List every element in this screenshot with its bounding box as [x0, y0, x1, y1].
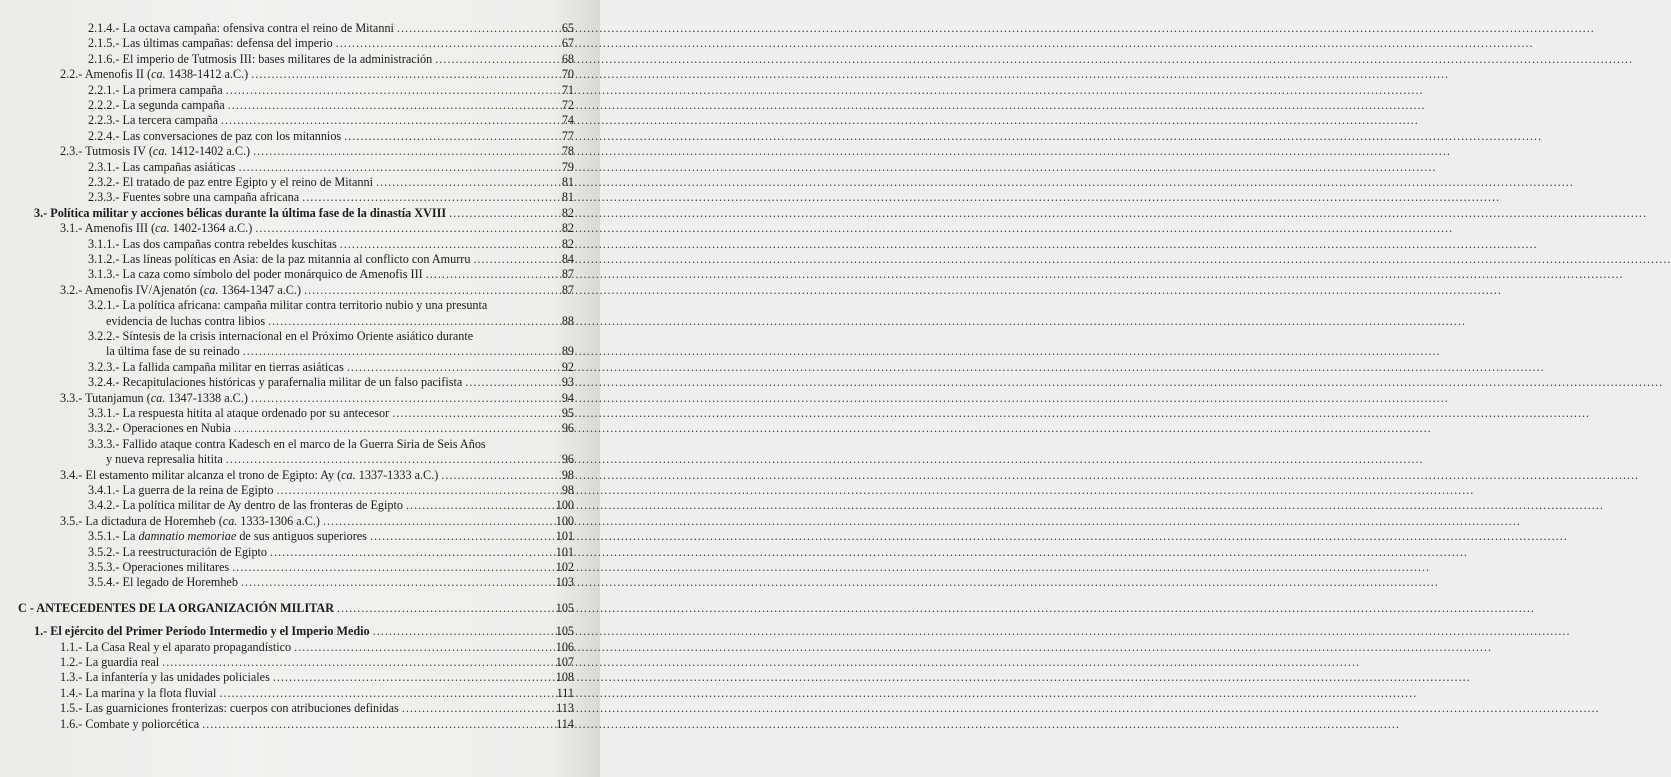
dot-leader: [241, 574, 1439, 591]
page-number: 95: [561, 406, 574, 420]
page-number: 89: [561, 344, 574, 359]
page-number: 82: [561, 221, 574, 236]
page-number: 92: [561, 359, 574, 374]
page-number: 68: [561, 51, 574, 66]
entry-title: 2.1.4.- La octava campaña: ofensiva contra el reino de Mitanni: [88, 21, 394, 35]
page-number: 102: [555, 560, 574, 574]
page-number: 108: [555, 670, 574, 685]
page-number: 98: [561, 467, 574, 482]
entry-title: 2.2.1.- La primera campaña: [88, 82, 223, 97]
page-number: 113: [556, 701, 574, 716]
page-number: 107: [555, 655, 574, 669]
page-number: 87: [561, 282, 574, 297]
entry-title: 2.3.- Tutmosis IV (ca. 1412-1402 a.C.): [60, 144, 251, 159]
entry-title: 3.4.- El estamento militar alcanza el trono de Egipto: Ay (ca. 1337-1333 a.C.): [60, 467, 439, 482]
page-number: 103: [555, 575, 574, 590]
page-number: 105: [555, 600, 574, 615]
entry-title: 3.2.2.- Síntesis de la crisis internacional en el Próximo Oriente asiático durante: [88, 329, 474, 343]
entry-title: 3.2.- Amenofis IV/Ajenatón (ca. 1364-1347 a.C.): [60, 282, 302, 297]
entry-title: 2.3.3.- Fuentes sobre una campaña africana: [88, 190, 300, 205]
page-number: 71: [561, 82, 574, 97]
page-number: 74: [561, 113, 574, 128]
dot-leader: [337, 600, 1535, 617]
page-number: 88: [561, 313, 574, 328]
entry-title: 3.1.- Amenofis III (ca. 1402-1364 a.C.): [60, 221, 253, 236]
entry-title: 3.5.1.- La damnatio memoriae de sus antiguos superiores: [88, 529, 367, 544]
entry-title: 3.4.1.- La guerra de la reina de Egipto: [88, 483, 274, 497]
page-number: 87: [561, 267, 574, 282]
entry-title: 1.1.- La Casa Real y el aparato propagandístico: [60, 639, 292, 654]
entry-title: 1.- El ejército del Primer Período Intermedio y el Imperio Medio: [34, 624, 370, 639]
entry-title: 2.2.3.- La tercera campaña: [88, 113, 218, 128]
entry-title: 2.1.6.- El imperio de Tutmosis III: bases militares de la administración: [88, 51, 433, 66]
entry-title: 3.2.3.- La fallida campaña militar en tierras asiáticas: [88, 359, 344, 374]
entry-title: 2.2.2.- La segunda campaña: [88, 98, 225, 112]
page-number: 96: [561, 452, 574, 467]
page-number: 111: [556, 685, 574, 700]
entry-title: 1.5.- Las guarniciones fronterizas: cuerpos con atribuciones definidas: [60, 701, 399, 716]
entry-title: 3.- Política militar y acciones bélicas durante la última fase de la dinastía XVIII: [34, 205, 447, 220]
toc-part-heading: [0, 600, 600, 617]
entry-title: 3.2.1.- La política africana: campaña militar contra territorio nubio y una presunta: [88, 298, 488, 313]
page-number: 84: [561, 252, 574, 266]
entry-title: 3.4.2.- La política militar de Ay dentro de las fronteras de Egipto: [88, 498, 403, 513]
entry-title: 3.5.3.- Operaciones militares: [88, 560, 230, 574]
page-number: 82: [561, 205, 574, 220]
entry-title: 2.3.2.- El tratado de paz entre Egipto y el reino de Mitanni: [88, 175, 373, 189]
page-number: 81: [561, 175, 574, 189]
entry-title: 3.3.- Tutanjamun (ca. 1347-1338 a.C.): [60, 390, 248, 405]
entry-title: 3.5.4.- El legado de Horemheb: [88, 575, 238, 590]
page-number: 65: [561, 21, 574, 35]
entry-title: 2.3.1.- Las campañas asiáticas: [88, 159, 236, 174]
page-number: 105: [555, 624, 574, 639]
entry-title: 2.1.5.- Las últimas campañas: defensa del imperio: [88, 36, 333, 51]
entry-title: 3.3.1.- La respuesta hitita al ataque ordenado por su antecesor: [88, 406, 390, 420]
entry-title: 3.5.- La dictadura de Horemheb (ca. 1333-1306 a.C.): [60, 513, 320, 528]
page-number: 114: [556, 716, 574, 731]
page-number: 82: [561, 236, 574, 251]
page-number: 81: [561, 190, 574, 205]
page-number: 101: [555, 544, 574, 559]
entry-title: C - ANTECEDENTES DE LA ORGANIZACIÓN MILITAR: [18, 600, 335, 615]
entry-title: 3.5.2.- La reestructuración de Egipto: [88, 544, 268, 559]
page-number: 98: [561, 483, 574, 497]
entry-title: 1.3.- La infantería y las unidades policiales: [60, 670, 270, 685]
page-number: 93: [561, 375, 574, 390]
entry-title: 3.1.3.- La caza como símbolo del poder monárquico de Amenofis III: [88, 267, 423, 282]
page-number: 72: [561, 98, 574, 112]
page-number: 67: [561, 36, 574, 51]
entry-title: 3.2.4.- Recapitulaciones históricas y parafernalia militar de un falso pacifista: [88, 375, 463, 390]
page-number: 101: [555, 529, 574, 544]
entry-title: 3.1.1.- Las dos campañas contra rebeldes kuschitas: [88, 236, 337, 251]
entry-title: la última fase de su reinado: [106, 344, 240, 359]
page-number: 79: [561, 159, 574, 174]
page-number: 96: [561, 421, 574, 436]
entry-title: y nueva represalia hitita: [106, 452, 223, 467]
entry-title: 1.4.- La marina y la flota fluvial: [60, 685, 217, 700]
page-number: 78: [561, 144, 574, 159]
dot-leader: [202, 716, 1400, 733]
page-number: 100: [555, 498, 574, 513]
entry-title: 1.6.- Combate y poliorcética: [60, 716, 200, 731]
entry-title: 3.3.2.- Operaciones en Nubia: [88, 421, 231, 436]
entry-title: 2.2.4.- Las conversaciones de paz con los mitannios: [88, 128, 342, 143]
toc-entry: [0, 574, 600, 591]
book-page: [0, 0, 600, 777]
toc-entry: [0, 716, 600, 733]
page-number: 106: [555, 639, 574, 654]
entry-title: 1.2.- La guardia real: [60, 655, 160, 669]
page-number: 77: [561, 128, 574, 143]
entry-title: 2.2.- Amenofis II (ca. 1438-1412 a.C.): [60, 67, 249, 82]
entry-title: evidencia de luchas contra libios: [106, 313, 266, 328]
page-number: 100: [555, 513, 574, 528]
page-number: 70: [561, 67, 574, 82]
entry-title: 3.1.2.- Las líneas políticas en Asia: de la paz mitannia al conflicto con Amurru: [88, 252, 471, 266]
page-number: 94: [561, 390, 574, 405]
entry-title: 3.3.3.- Fallido ataque contra Kadesch en el marco de la Guerra Siria de Seis Años: [88, 436, 486, 451]
